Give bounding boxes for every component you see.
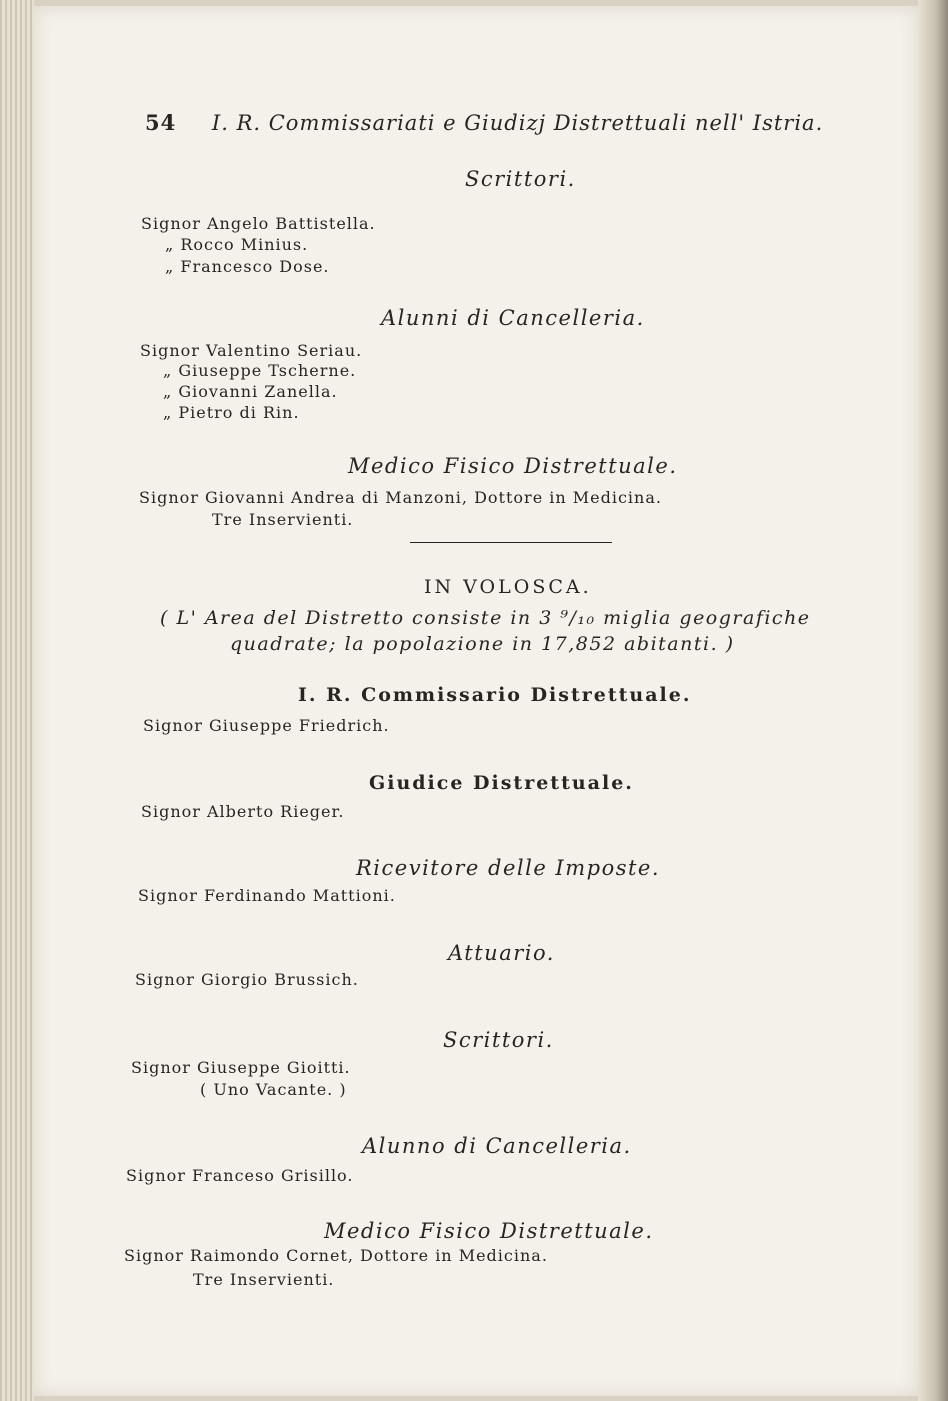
page-title: I. R. Commissariati e Giudizj Distrettuali nell' Istria.	[211, 111, 824, 135]
entry-alunni-1: Signor Valentino Seriau.	[140, 341, 363, 360]
entry-medico-2: Tre Inservienti.	[212, 510, 354, 529]
running-header	[145, 110, 823, 135]
entry-scrittori-1: Signor Angelo Battistella.	[141, 214, 376, 233]
entry-alunno: Signor Franceso Grisillo.	[126, 1166, 354, 1185]
heading-ricevitore: Ricevitore delle Imposte.	[356, 856, 661, 880]
entry-alunni-4: „ Pietro di Rin.	[163, 403, 300, 422]
entry-scrittori-volosca-2: ( Uno Vacante. )	[200, 1080, 347, 1099]
heading-giudice: Giudice Distrettuale.	[369, 772, 634, 794]
entry-attuario: Signor Giorgio Brussich.	[135, 970, 359, 989]
entry-medico-1: Signor Giovanni Andrea di Manzoni, Dottore in Medicina.	[139, 488, 662, 507]
heading-alunno: Alunno di Cancelleria.	[362, 1134, 632, 1158]
heading-medico-volosca: Medico Fisico Distrettuale.	[324, 1219, 654, 1243]
entry-commissario: Signor Giuseppe Friedrich.	[143, 716, 390, 735]
entry-scrittori-volosca-1: Signor Giuseppe Gioitti.	[131, 1058, 351, 1077]
entry-alunni-2: „ Giuseppe Tscherne.	[163, 361, 357, 380]
entry-scrittori-3: „ Francesco Dose.	[165, 257, 330, 276]
heading-attuario: Attuario.	[448, 941, 555, 965]
section-title-volosca: IN VOLOSCA.	[424, 576, 592, 598]
heading-medico: Medico Fisico Distrettuale.	[348, 454, 678, 478]
entry-giudice: Signor Alberto Rieger.	[141, 802, 345, 821]
entry-medico-volosca-2: Tre Inservienti.	[193, 1270, 335, 1289]
page-edge-left	[0, 0, 34, 1401]
district-note-line-2: quadrate; la popolazione in 17,852 abitanti. )	[230, 633, 735, 655]
district-note-line-1: ( L' Area del Distretto consiste in 3 ⁹/₁₀ miglia geografiche	[160, 607, 811, 629]
entry-alunni-3: „ Giovanni Zanella.	[163, 382, 338, 401]
page-number: 54	[145, 110, 177, 135]
section-divider	[410, 542, 612, 543]
entry-medico-volosca-1: Signor Raimondo Cornet, Dottore in Medicina.	[124, 1246, 548, 1265]
page-edge-right	[918, 0, 948, 1401]
heading-scrittori-volosca: Scrittori.	[443, 1028, 554, 1052]
entry-scrittori-2: „ Rocco Minius.	[165, 235, 309, 254]
heading-scrittori: Scrittori.	[465, 167, 576, 191]
heading-alunni: Alunni di Cancelleria.	[381, 306, 645, 330]
entry-ricevitore: Signor Ferdinando Mattioni.	[138, 886, 396, 905]
heading-commissario: I. R. Commissario Distrettuale.	[298, 684, 692, 706]
